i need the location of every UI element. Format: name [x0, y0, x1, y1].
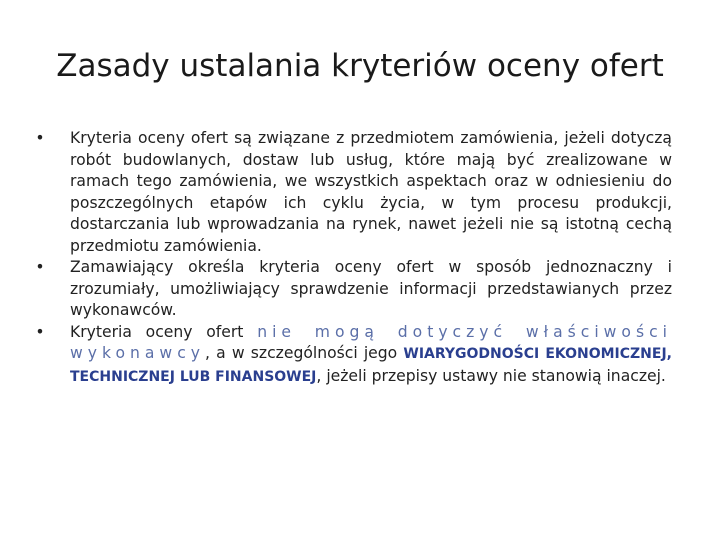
bullet-text: Kryteria oceny ofert są związane z przedmiotem zamówienia, jeżeli dotyczą robót budowlanych, dostaw lub usług, które mają być zrealizowane w ramach tego zamówienia, we wszystkich aspektach oraz w odniesieniu do poszczególnych etapów ich cyklu życia, w tym procesu produkcji, dostarczania lub wprowadzania na rynek, nawet jeżeli nie są istotną cechą przedmiotu zamówienia. [70, 129, 672, 255]
slide-title: Zasady ustalania kryteriów oceny ofert [56, 48, 664, 84]
bold-emphasis-text: WIARYGODNOŚCI EKONOMICZNEJ, TECHNICZNEJ LUB FINANSOWEJ [70, 346, 672, 385]
bullet-list [30, 128, 672, 388]
spaced-emphasis-text: nie mogą dotyczyć właściwości wykonawcy [70, 322, 672, 362]
bullet-icon: • [35, 129, 45, 147]
bullet-item [30, 322, 672, 389]
bullet-item [30, 257, 672, 322]
bullet-icon: • [35, 258, 45, 276]
bullet-text: Zamawiający określa kryteria oceny ofert w sposób jednoznaczny i zrozumiały, umożliwiający sprawdzenie informacji przedstawianych przez wykonawców. [70, 258, 672, 319]
bullet-text-part: , jeżeli przepisy ustawy nie stanowią inaczej. [316, 366, 666, 385]
bullet-text-part: Kryteria oceny ofert [70, 322, 258, 341]
bullet-text-part: , a w szczególności jego [205, 344, 404, 362]
bullet-icon: • [35, 322, 45, 341]
bullet-item [30, 128, 672, 257]
